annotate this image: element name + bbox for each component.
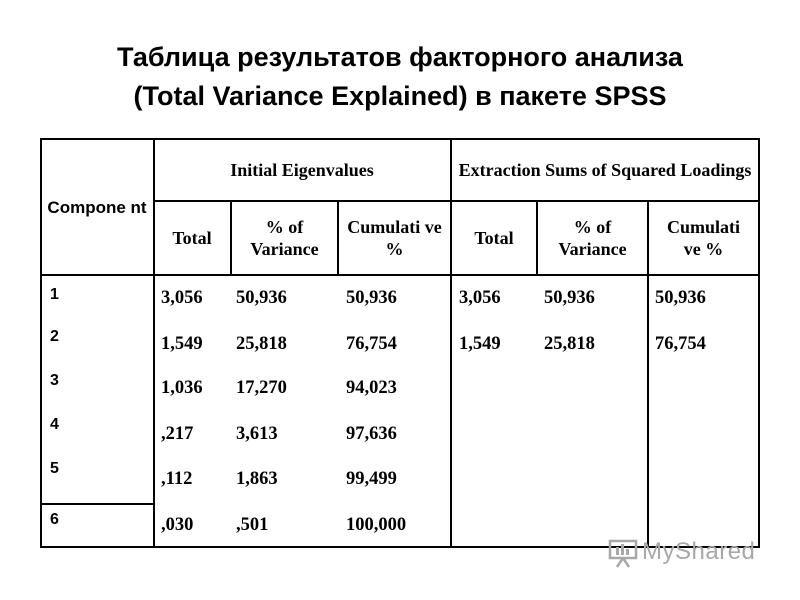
extraction-pct-header: % of Variance <box>558 217 627 259</box>
initial-cum-5: 99,499 <box>346 469 397 489</box>
initial-pct-6: ,501 <box>236 515 269 535</box>
component-2: 2 <box>50 328 59 345</box>
component-header: Compone nt <box>47 198 147 217</box>
initial-cum-2: 76,754 <box>346 334 397 354</box>
initial-pct-3: 17,270 <box>236 378 287 398</box>
extraction-pct-2: 25,818 <box>544 334 595 354</box>
initial-total-3: 1,036 <box>161 378 203 398</box>
initial-cum-1: 50,936 <box>346 288 397 308</box>
initial-total-header: Total <box>172 228 212 248</box>
initial-cum-3: 94,023 <box>346 378 397 398</box>
initial-pct-4: 3,613 <box>236 424 278 444</box>
component-1: 1 <box>50 286 59 303</box>
extraction-cum-2: 76,754 <box>655 334 706 354</box>
extraction-pct-1: 50,936 <box>544 288 595 308</box>
header-body-divider <box>40 274 760 276</box>
initial-pct-2: 25,818 <box>236 334 287 354</box>
watermark-text: MyShared <box>642 538 756 565</box>
initial-total-5: ,112 <box>161 469 193 489</box>
initial-pct-1: 50,936 <box>236 288 287 308</box>
group-extraction-loadings: Extraction Sums of Squared Loadings <box>458 160 752 180</box>
initial-total-1: 3,056 <box>161 288 203 308</box>
extraction-total-header: Total <box>474 228 514 248</box>
initial-pct-5: 1,863 <box>236 469 278 489</box>
component-3: 3 <box>50 372 59 389</box>
initial-cum-6: 100,000 <box>346 515 407 535</box>
slide-title-line-2: (Total Variance Explained) в пакете SPSS <box>133 81 667 111</box>
extraction-total-2: 1,549 <box>459 334 501 354</box>
component-5: 5 <box>50 460 59 477</box>
initial-total-4: ,217 <box>161 424 194 444</box>
component-4: 4 <box>50 416 59 433</box>
initial-cum-4: 97,636 <box>346 424 397 444</box>
group-initial-eigenvalues: Initial Eigenvalues <box>230 160 374 180</box>
watermark <box>608 536 755 568</box>
component-6-divider <box>40 503 154 505</box>
initial-total-6: ,030 <box>161 515 194 535</box>
slide-title <box>0 38 800 116</box>
component-6: 6 <box>50 511 59 528</box>
variance-table <box>40 138 760 548</box>
extraction-cum-header: Cumulati ve % <box>666 217 740 259</box>
initial-cum-header: Cumulati ve % <box>347 217 442 259</box>
extraction-total-1: 3,056 <box>459 288 501 308</box>
presentation-board-icon <box>608 536 638 568</box>
slide-title-line-1: Таблица результатов факторного анализа <box>117 42 683 72</box>
extraction-cum-1: 50,936 <box>655 288 706 308</box>
initial-total-2: 1,549 <box>161 334 203 354</box>
initial-pct-header: % of Variance <box>250 217 319 259</box>
